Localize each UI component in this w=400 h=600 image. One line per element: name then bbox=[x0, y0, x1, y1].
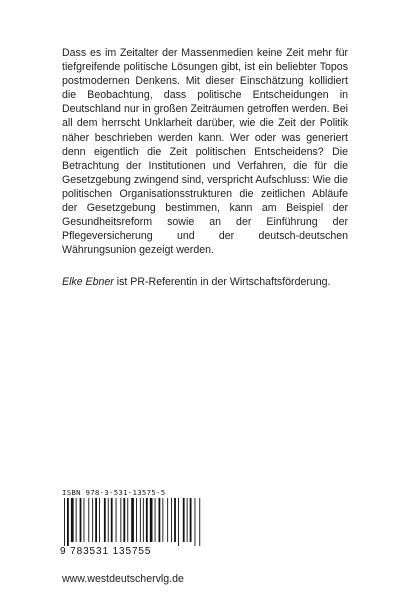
barcode-digits: 9 783531 135755 bbox=[60, 546, 152, 557]
barcode-bar bbox=[140, 498, 141, 542]
blurb-text: Dass es im Zeitalter der Massenmedien keine Zeit mehr für tiefgreifende politische Lösungen gibt, ist ein beliebter Topos postmodernen Denkens. Mit dieser Einschätzung kollidiert die Beobachtung, dass politische Entscheidungen in Deutschland nur in großen Zeiträumen getroffen werden. Bei all dem herrscht Unklarheit darüber, wie die Zeit der Politik näher beschrieben werden kann. Wer oder was generiert denn eigentlich die Zeit politischen Entscheidens? Die Betrachtung der Institutionen und Verfahren, die für die Gesetzgebung zwingend sind, verspricht Aufschluss: Wie die politischen Organisationsstrukturen die zeitlichen Abläufe der Gesetzgebung bestimmen, kann am Beispiel der Gesundheitsreform sowie an der Einführung der Pflegeversicherung und der deutsch-deutschen Währungsunion gezeigt werden. bbox=[62, 47, 348, 257]
barcode-bar bbox=[162, 498, 163, 542]
barcode-bar bbox=[67, 498, 69, 546]
barcode-bar bbox=[190, 498, 192, 542]
barcode-bar bbox=[108, 498, 109, 542]
barcode-bar bbox=[116, 498, 117, 542]
barcode-bar bbox=[111, 498, 113, 542]
barcode-bar bbox=[104, 498, 106, 542]
barcode-bar bbox=[136, 498, 137, 542]
barcode-bar bbox=[131, 498, 134, 542]
barcode-bar bbox=[199, 498, 200, 546]
isbn-label: ISBN 978-3-531-13575-5 bbox=[62, 488, 166, 497]
barcode-bar bbox=[150, 498, 153, 542]
barcode-bar bbox=[178, 498, 179, 546]
barcode-bar bbox=[195, 498, 196, 546]
barcode-bar bbox=[88, 498, 89, 542]
barcode-bar bbox=[143, 498, 144, 542]
barcode-bar bbox=[120, 498, 121, 542]
barcode-bar bbox=[155, 498, 156, 542]
barcode-icon bbox=[62, 498, 202, 546]
barcode-bar bbox=[127, 498, 128, 542]
barcode-bar bbox=[174, 498, 176, 542]
barcode-bar bbox=[64, 498, 65, 546]
author-name: Elke Ebner bbox=[62, 276, 114, 288]
barcode-bar bbox=[171, 498, 172, 542]
barcode-bar bbox=[71, 498, 74, 542]
author-note bbox=[62, 275, 352, 289]
barcode-bar bbox=[99, 498, 100, 542]
barcode-bar bbox=[76, 498, 77, 542]
barcode-bar bbox=[183, 498, 185, 542]
barcode-bar bbox=[123, 498, 125, 542]
barcode-bar bbox=[95, 498, 97, 542]
publisher-website: www.westdeutschervlg.de bbox=[62, 573, 184, 585]
barcode-bar bbox=[146, 498, 148, 542]
author-description: ist PR-Referentin in der Wirtschaftsförderung. bbox=[113, 276, 331, 288]
barcode-bar bbox=[80, 498, 82, 542]
barcode-bar bbox=[187, 498, 188, 542]
barcode-bar bbox=[92, 498, 93, 542]
barcode-bar bbox=[167, 498, 168, 542]
barcode-bar bbox=[159, 498, 161, 542]
barcode-bar bbox=[84, 498, 85, 542]
